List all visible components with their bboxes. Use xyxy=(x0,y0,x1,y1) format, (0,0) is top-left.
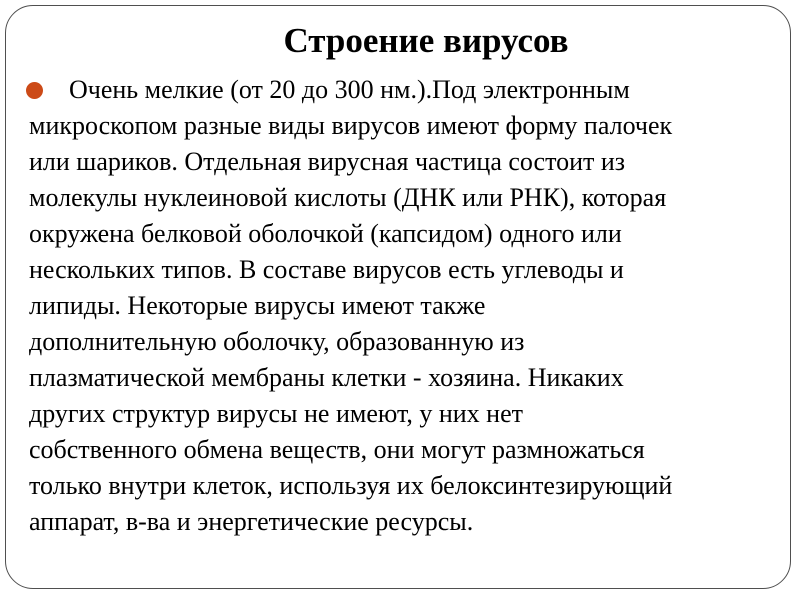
slide-frame xyxy=(5,5,791,589)
body-text-line: Очень мелкие (от 20 до 300 нм.).Под электронным xyxy=(69,75,630,104)
body-text-line: или шариков. Отдельная вирусная частица состоит из xyxy=(29,147,626,176)
body-text-line: окружена белковой оболочкой (капсидом) одного или xyxy=(29,219,622,248)
slide-body xyxy=(6,72,790,540)
filled-circle-bullet-icon xyxy=(26,82,43,99)
body-text-line: плазматической мембраны клетки - хозяина. Никаких xyxy=(29,363,624,392)
body-text-line: молекулы нуклеиновой кислоты (ДНК или РНК), которая xyxy=(29,183,667,212)
body-text-line: дополнительную оболочку, образованную из xyxy=(29,327,525,356)
body-text-line: собственного обмена веществ, они могут размножаться xyxy=(29,435,645,464)
body-text-line: нескольких типов. В составе вирусов есть углеводы и xyxy=(29,255,624,284)
slide-title: Строение вирусов xyxy=(283,21,569,60)
body-text-line: других структур вирусы не имеют, у них нет xyxy=(29,399,523,428)
body-text-line: липиды. Некоторые вирусы имеют также xyxy=(29,291,486,320)
body-text-line: аппарат, в-ва и энергетические ресурсы. xyxy=(29,507,474,536)
body-text-line: микроскопом разные виды вирусов имеют форму палочек xyxy=(29,111,673,140)
body-text-line: только внутри клеток, используя их белоксинтезирующий xyxy=(29,471,673,500)
